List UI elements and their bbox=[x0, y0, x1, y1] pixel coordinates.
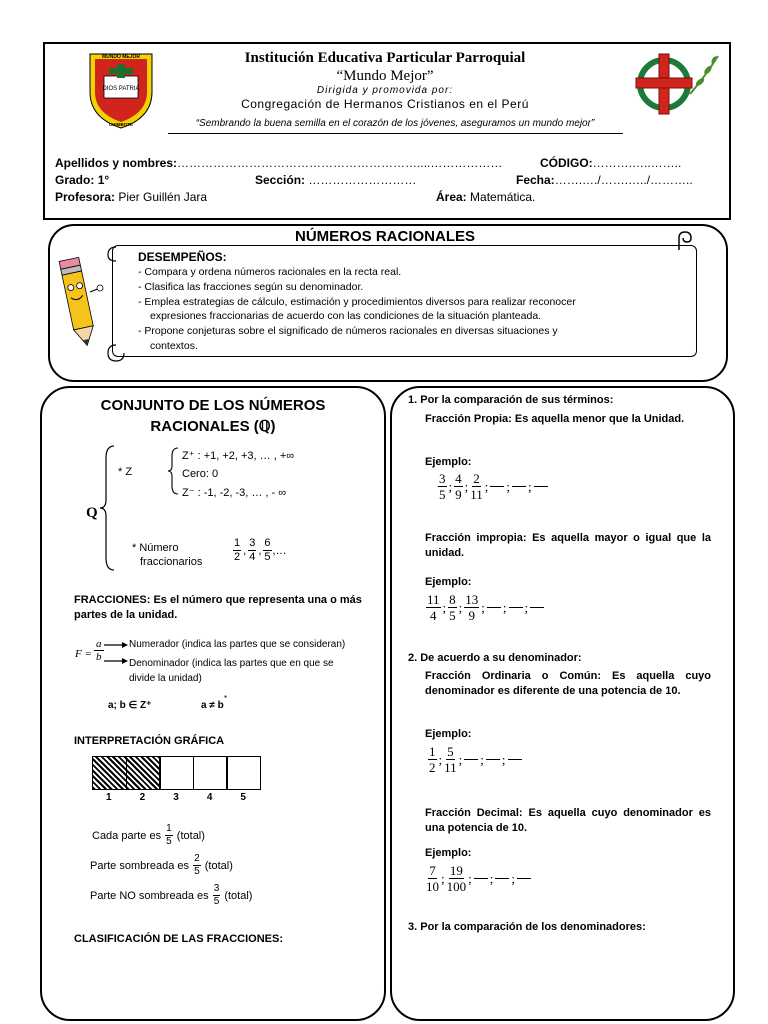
blank-fraction bbox=[490, 486, 504, 487]
blank-fraction bbox=[509, 607, 523, 608]
school-shield-logo bbox=[86, 48, 156, 130]
numerador-label: Numerador (indica las partes que se consideran) bbox=[129, 639, 346, 650]
directed-by: Dirigida y promovida por: bbox=[316, 85, 454, 96]
page-title: NÚMEROS RACIONALES bbox=[294, 228, 475, 245]
shaded-cell bbox=[92, 756, 127, 790]
cell-label: 4 bbox=[206, 792, 213, 803]
fraction: $\frac{1}{2}$ bbox=[429, 744, 436, 775]
desempeno-item: - Propone conjeturas sobre el significado de números racionales en diversas situaciones y bbox=[138, 325, 558, 338]
shield-bottom-text: CHIMBOTE bbox=[109, 122, 133, 127]
zero-label: Cero: 0 bbox=[182, 468, 219, 480]
area-row: Área: Matemática. bbox=[436, 190, 536, 204]
ejemplo-label: Ejemplo: bbox=[425, 728, 472, 740]
blank-fraction bbox=[512, 486, 526, 487]
set-title: CONJUNTO DE LOS NÚMEROS RACIONALES (ℚ) bbox=[100, 397, 326, 435]
fraction: $\frac{13}{9}$ bbox=[465, 592, 479, 623]
ejemplo-label: Ejemplo: bbox=[425, 576, 472, 588]
unshaded-cell bbox=[159, 756, 194, 790]
fraction: $\frac{19}{100}$ bbox=[446, 863, 467, 894]
z-minus: Z⁻ : -1, -2, -3, … , - ∞ bbox=[182, 487, 287, 499]
pencil-mascot-icon bbox=[56, 252, 104, 352]
fraction: $\frac{6}{5}$ bbox=[264, 537, 271, 563]
fraccionarios-examples: $\frac{1}{2}$ , $\frac{3}{4}$ , $\frac{6}{5}$ ,… bbox=[234, 537, 287, 563]
blank-fraction bbox=[508, 759, 522, 760]
motto-underline bbox=[168, 133, 623, 134]
fraction: $\frac{2}{11}$ bbox=[470, 471, 483, 502]
desempeno-item: expresiones fraccionarias de acuerdo con las condiciones de la situación planteada. bbox=[150, 310, 542, 323]
fraction: $\frac{8}{5}$ bbox=[449, 592, 456, 623]
cross-emblem-icon bbox=[624, 48, 722, 120]
no-sombreada-row: Parte NO sombreada es $\frac{3}{5}$ (total) bbox=[90, 883, 253, 907]
fraction: $\frac{11}{4}$ bbox=[427, 592, 440, 623]
f-equals: F = bbox=[75, 648, 92, 660]
shield-top-text: MUNDO MEJOR bbox=[101, 54, 141, 60]
propia-definition: Fracción Propia: Es aquella menor que la Unidad. bbox=[425, 413, 685, 425]
desempeno-item: - Clasifica las fracciones según su denominador. bbox=[138, 280, 364, 293]
f-fraction: a b bbox=[96, 638, 102, 664]
blank-fraction bbox=[534, 486, 548, 487]
decimal-examples: $\frac{7}{10}$ ; $\frac{19}{100}$ ; ; ; bbox=[425, 864, 532, 893]
names-field[interactable]: ……………………………………………………....……………… bbox=[177, 156, 503, 170]
section-2-title: 2. De acuerdo a su denominador: bbox=[408, 652, 582, 664]
fraction: $\frac{3}{4}$ bbox=[249, 537, 256, 563]
fraction-bar bbox=[92, 756, 260, 790]
desempenos-list bbox=[138, 265, 683, 354]
blank-fraction bbox=[495, 878, 509, 879]
section-1-title: 1. Por la comparación de sus términos: bbox=[408, 394, 614, 406]
z-plus: Z⁺ : +1, +2, +3, … , +∞ bbox=[182, 450, 295, 462]
school-name: “Mundo Mejor” bbox=[336, 68, 434, 84]
blank-fraction bbox=[486, 759, 500, 760]
teacher-row: Profesora: Pier Guillén Jara bbox=[55, 190, 208, 204]
ejemplo-label: Ejemplo: bbox=[425, 847, 472, 859]
z-label: * Z bbox=[118, 466, 133, 478]
blank-fraction bbox=[464, 759, 478, 760]
unshaded-cell bbox=[193, 756, 228, 790]
school-motto: “Sembrando la buena semilla en el corazón de los jóvenes, aseguramos un mundo mejor” bbox=[195, 118, 595, 129]
fraction: $\frac{7}{10}$ bbox=[426, 863, 439, 894]
condition-1: a; b ∈ Z⁺ bbox=[108, 700, 152, 711]
code-row: CÓDIGO:……….…..…….. bbox=[540, 156, 682, 170]
fraction: $\frac{3}{5}$ bbox=[439, 471, 446, 502]
blank-fraction bbox=[474, 878, 488, 879]
decimal-definition: Fracción Decimal: Es aquella cuyo denominador es una potencia de 10. bbox=[425, 807, 711, 834]
fraction: $\frac{3}{5}$ bbox=[213, 883, 220, 907]
section-row: Sección: ……………………… bbox=[255, 173, 417, 187]
shaded-cell bbox=[126, 756, 161, 790]
propia-examples: $\frac{3}{5}$ ; $\frac{4}{9}$ ; $\frac{2}{11}$ ; ; ; bbox=[437, 472, 549, 501]
shield-middle-text: DIOS PATRIA bbox=[102, 86, 140, 92]
blank-fraction bbox=[530, 607, 544, 608]
desempeno-item: contextos. bbox=[150, 339, 198, 352]
ordinaria-definition: Fracción Ordinaria o Común: Es aquella cuyo denominador es diferente de una potencia de 10. bbox=[425, 670, 711, 697]
section-field[interactable]: ……………………… bbox=[308, 173, 417, 187]
clasificacion-title: CLASIFICACIÓN DE LAS FRACCIONES: bbox=[74, 933, 283, 945]
set-symbol-q: Q bbox=[86, 505, 98, 521]
impropia-examples: $\frac{11}{4}$ ; $\frac{8}{5}$ ; $\frac{13}{9}$ ; ; ; bbox=[425, 593, 545, 622]
cell-label: 1 bbox=[106, 792, 112, 803]
fraction: $\frac{2}{5}$ bbox=[194, 853, 200, 877]
desempeno-item: - Emplea estrategias de cálculo, estimación y procedimientos diversos para realizar reconocer bbox=[138, 295, 576, 308]
date-field[interactable]: …….…./…….…../……….. bbox=[554, 173, 693, 187]
cell-label: 2 bbox=[139, 792, 146, 803]
ordinaria-examples: $\frac{1}{2}$ ; $\frac{5}{11}$ ; ; ; bbox=[427, 745, 523, 774]
cell-label: 3 bbox=[173, 792, 179, 803]
cell-label: 5 bbox=[240, 792, 246, 803]
institution-name: Institución Educativa Particular Parroquial bbox=[244, 50, 526, 66]
condition-2-mark: * bbox=[224, 694, 228, 703]
congregation: Congregación de Hermanos Cristianos en el Perú bbox=[241, 97, 529, 111]
unshaded-cell bbox=[226, 756, 261, 790]
interpretacion-title: INTERPRETACIÓN GRÁFICA bbox=[74, 735, 225, 747]
denominador-label: Denominador (indica las partes que en que se divide la unidad) bbox=[129, 658, 334, 684]
impropia-definition: Fracción impropia: Es aquella mayor o igual que la unidad. bbox=[425, 532, 711, 559]
fracciones-definition: FRACCIONES: Es el número que representa una o más partes de la unidad. bbox=[74, 594, 362, 621]
fraction: $\frac{5}{11}$ bbox=[444, 744, 457, 775]
desempenos-heading: DESEMPEÑOS: bbox=[138, 250, 227, 264]
arrows bbox=[104, 640, 128, 666]
ejemplo-label: Ejemplo: bbox=[425, 456, 472, 468]
fraction: $\frac{1}{5}$ bbox=[166, 823, 172, 847]
sombreada-row: Parte sombreada es $\frac{2}{5}$ (total) bbox=[90, 853, 233, 877]
fraccionarios-label: * Número fraccionarios bbox=[132, 542, 203, 568]
cada-parte-row: Cada parte es $\frac{1}{5}$ (total) bbox=[92, 823, 205, 847]
section-3-title: 3. Por la comparación de los denominadores: bbox=[408, 921, 646, 933]
condition-2: a ≠ b bbox=[201, 700, 224, 711]
grade-row: Grado: 1° bbox=[55, 173, 110, 187]
scroll-left-curl-icon bbox=[106, 245, 126, 363]
fraction: $\frac{4}{9}$ bbox=[455, 471, 462, 502]
fraction: $\frac{1}{2}$ bbox=[234, 537, 241, 563]
names-row: Apellidos y nombres:……………………………………………………....……………… bbox=[55, 156, 503, 170]
date-row: Fecha:…….…./…….…../……….. bbox=[516, 173, 693, 187]
blank-fraction bbox=[487, 607, 501, 608]
desempeno-item: - Compara y ordena números racionales en la recta real. bbox=[138, 266, 402, 278]
blank-fraction bbox=[517, 878, 531, 879]
fraction-bar-labels bbox=[92, 792, 260, 806]
code-field[interactable]: ……….…..…….. bbox=[592, 156, 682, 170]
